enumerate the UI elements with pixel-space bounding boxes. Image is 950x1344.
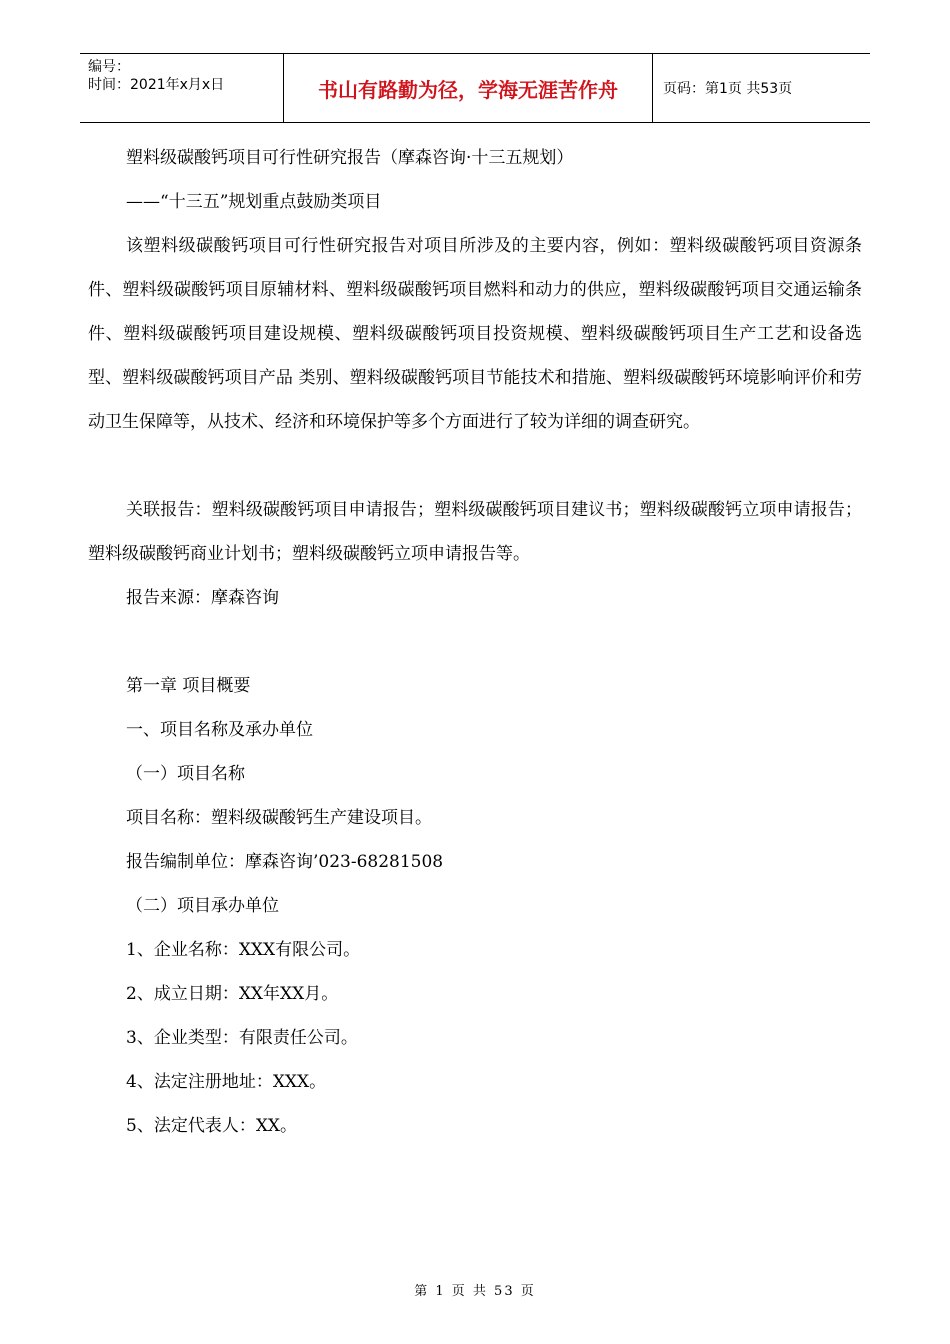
- header-motto: 书山有路勤为径，学海无涯苦作舟: [283, 54, 653, 122]
- section-heading: 一、项目名称及承办单位: [126, 720, 313, 740]
- header-page-number: 页码：第1页 共53页: [663, 81, 793, 97]
- intro-paragraph: 该塑料级碳酸钙项目可行性研究报告对项目所涉及的主要内容，例如：塑料级碳酸钙项目资源条件、塑料级碳酸钙项目原辅材料、塑料级碳酸钙项目燃料和动力的供应，塑料级碳酸钙项目交通运输条件、塑料级碳酸钙项目建设规模、塑料级碳酸钙项目投资规模、塑料级碳酸钙项目生产工艺和设备选型、塑料级碳酸钙项目产品 类别、塑料级碳酸钙项目节能技术和措施、塑料级碳酸钙环境影响评价和劳动卫生保障等，从技术、经济和环境保护等多个方面进行了较为详细的调查研究。: [88, 236, 862, 432]
- subsection-heading: （二）项目承办单位: [126, 896, 279, 916]
- project-name-line: 项目名称：塑料级碳酸钙生产建设项目。: [126, 808, 432, 828]
- subsection-heading: （一）项目名称: [126, 764, 245, 784]
- date-label: 时间：2021年x月x日: [88, 77, 225, 93]
- page-footer: 第 1 页 共 53 页: [414, 1284, 536, 1299]
- list-item: 4、法定注册地址：XXX。: [126, 1072, 327, 1092]
- spacer: [88, 444, 862, 488]
- list-item: 1、企业名称：XXX有限公司。: [126, 940, 361, 960]
- list-item: 2、成立日期：XX年XX月。: [126, 984, 339, 1004]
- list-item: 3、企业类型：有限责任公司。: [126, 1028, 358, 1048]
- page-header: [80, 53, 870, 123]
- chapter-heading: 第一章 项目概要: [126, 676, 251, 696]
- compiler-line: 报告编制单位：摩森咨询’023-68281508: [126, 852, 444, 872]
- document-body: [88, 136, 862, 1148]
- document-subtitle: ——“十三五”规划重点鼓励类项目: [126, 192, 382, 212]
- related-reports-paragraph: 关联报告：塑料级碳酸钙项目申请报告；塑料级碳酸钙项目建议书；塑料级碳酸钙立项申请报告；塑料级碳酸钙商业计划书；塑料级碳酸钙立项申请报告等。: [88, 500, 862, 564]
- serial-number-label: 编号：: [88, 59, 130, 75]
- document-title: 塑料级碳酸钙项目可行性研究报告（摩森咨询·十三五规划）: [126, 148, 574, 168]
- header-meta: [80, 54, 283, 122]
- spacer: [88, 620, 862, 664]
- report-source: 报告来源：摩森咨询: [126, 588, 279, 608]
- list-item: 5、法定代表人：XX。: [126, 1116, 298, 1136]
